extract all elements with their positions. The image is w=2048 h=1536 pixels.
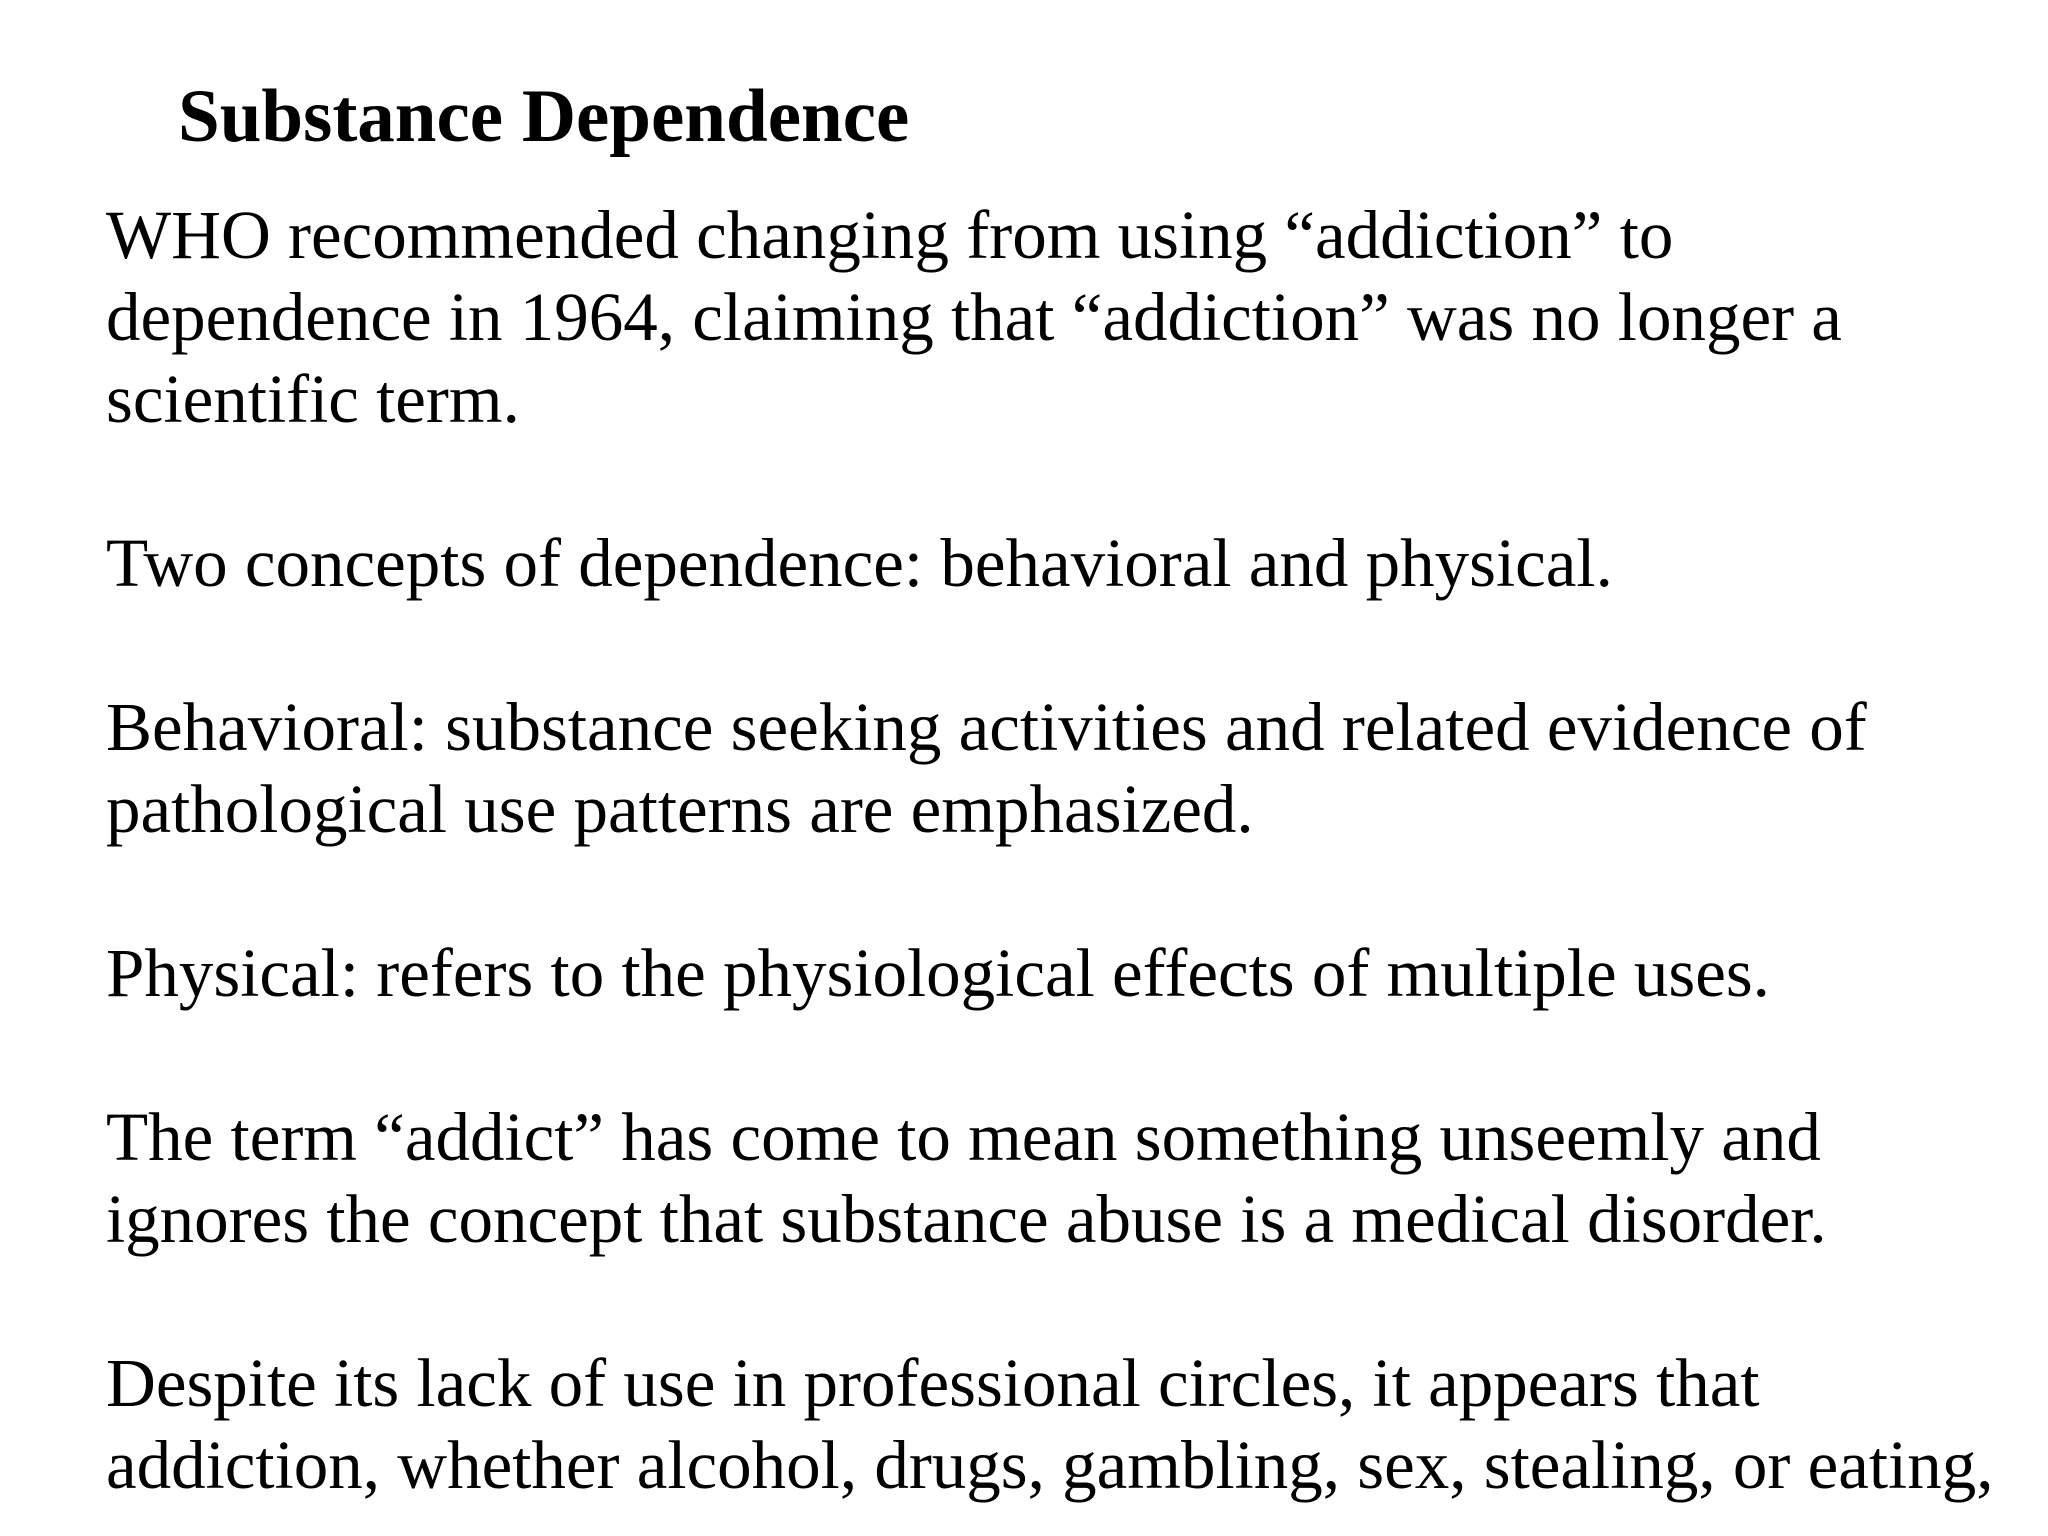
paragraph-who-line-1: WHO recommended changing from using “addiction” to	[106, 197, 1674, 273]
paragraph-addict-line-2: ignores the concept that substance abuse is a medical disorder.	[106, 1181, 1827, 1257]
paragraph-who-line-2: dependence in 1964, claiming that “addiction” was no longer a	[106, 279, 1842, 355]
paragraph-despite-line-2: addiction, whether alcohol, drugs, gambling, sex, stealing, or eating,	[106, 1427, 1994, 1503]
paragraph-behavioral-line-2: pathological use patterns are emphasized.	[106, 771, 1254, 847]
paragraph-two-concepts: Two concepts of dependence: behavioral and physical.	[106, 525, 1613, 601]
paragraph-behavioral-line-1: Behavioral: substance seeking activities and related evidence of	[106, 689, 1867, 765]
paragraph-despite-line-1: Despite its lack of use in professional circles, it appears that	[106, 1345, 1760, 1421]
paragraph-addict-line-1: The term “addict” has come to mean something unseemly and	[106, 1099, 1821, 1175]
slide-title: Substance Dependence	[178, 75, 910, 158]
paragraph-physical: Physical: refers to the physiological effects of multiple uses.	[106, 935, 1770, 1011]
paragraph-who-line-3: scientific term.	[106, 361, 520, 437]
